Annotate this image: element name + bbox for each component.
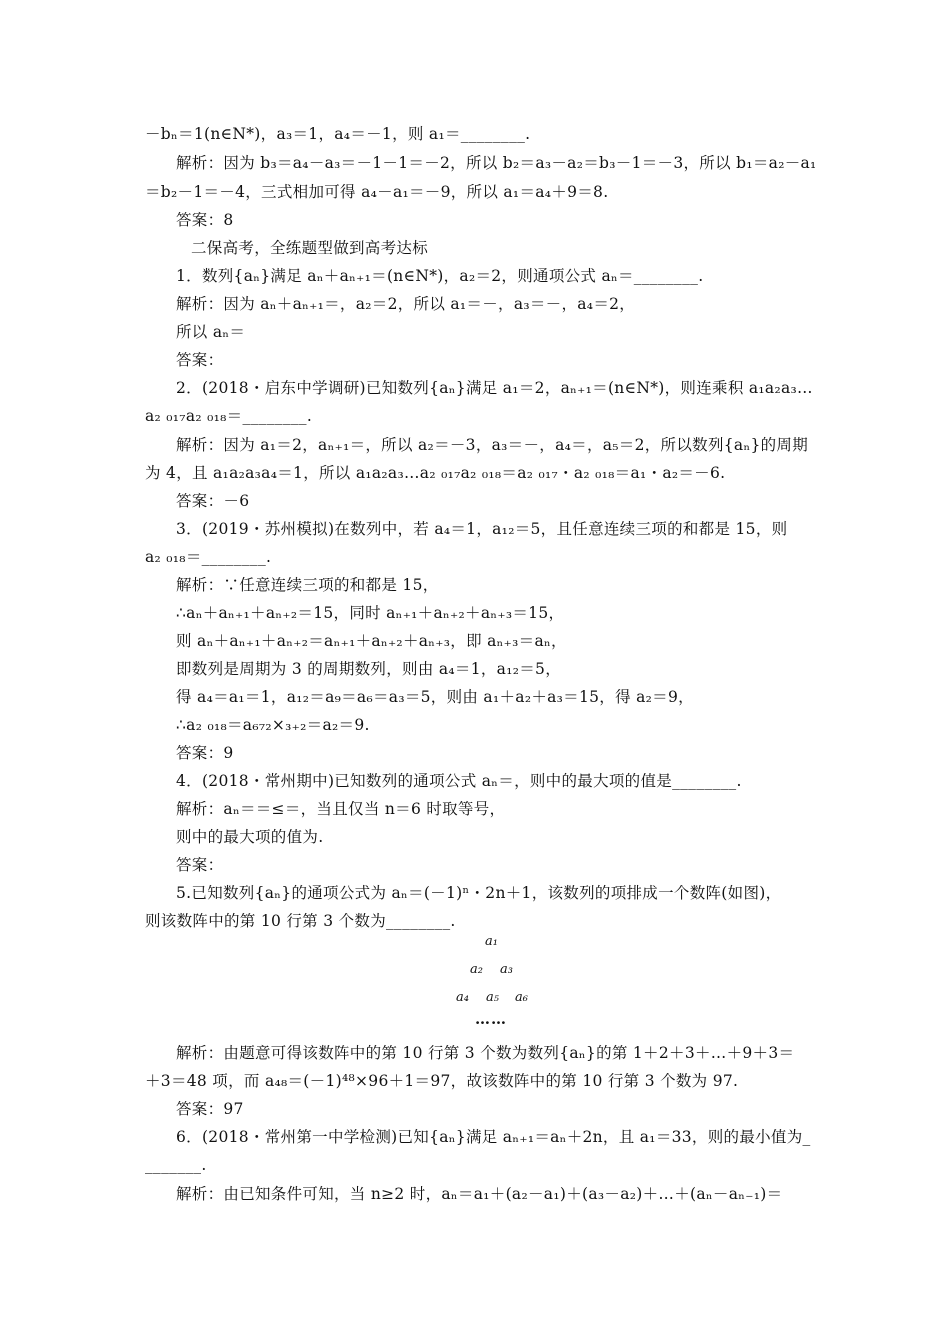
text-line: ∴a₂ ₀₁₈＝a₆₇₂×₃₊₂＝a₂＝9. bbox=[176, 716, 370, 734]
text-line: _______. bbox=[145, 1156, 207, 1174]
text-line: －bₙ＝1(n∈N*)，a₃＝1，a₄＝－1，则 a₁＝________. bbox=[145, 125, 531, 143]
text-line: 得 a₄＝a₁＝1，a₁₂＝a₉＝a₆＝a₃＝5，则由 a₁＋a₂＋a₃＝15，得 a₂＝9， bbox=[176, 688, 694, 706]
text-line: 则 aₙ＋aₙ₊₁＋aₙ₊₂＝aₙ₊₁＋aₙ₊₂＋aₙ₊₃，即 aₙ₊₃＝aₙ， bbox=[176, 632, 567, 650]
question-line: 6．(2018・常州第一中学检测)已知{aₙ}满足 aₙ₊₁＝aₙ＋2n，且 a₁＝33，则的最小值为_ bbox=[176, 1128, 811, 1146]
text-line: ∴aₙ＋aₙ₊₁＋aₙ₊₂＝15，同时 aₙ₊₁＋aₙ₊₂＋aₙ₊₃＝15， bbox=[176, 604, 565, 622]
triangle-term: a₂ bbox=[470, 962, 483, 977]
text-line: ＋3＝48 项，而 a₄₈＝(－1)⁴⁸×96＋1＝97，故该数阵中的第 10 行第 3 个数为 97. bbox=[145, 1072, 739, 1090]
answer-line: 答案：－6 bbox=[176, 492, 250, 510]
text-line: 为 4，且 a₁a₂a₃a₄＝1，所以 a₁a₂a₃…a₂ ₀₁₇a₂ ₀₁₈＝a₂ ₀₁₇・a₂ ₀₁₈＝a₁・a₂＝－6. bbox=[145, 464, 726, 482]
text-line: 解析：由题意可得该数阵中的第 10 行第 3 个数为数列{aₙ}的第 1＋2＋3＋…＋9＋3＝ bbox=[176, 1044, 795, 1062]
text-line: 解析：∵任意连续三项的和都是 15， bbox=[176, 576, 439, 594]
text-line: a₂ ₀₁₈＝________. bbox=[145, 548, 272, 566]
text-line: 则该数阵中的第 10 行第 3 个数为________. bbox=[145, 912, 456, 930]
text-line: 解析：因为 a₁＝2，aₙ₊₁＝，所以 a₂＝－3，a₃＝－，a₄＝，a₅＝2，所以数列{aₙ}的周期 bbox=[176, 436, 809, 454]
question-line: 5.已知数列{aₙ}的通项公式为 aₙ＝(－1)ⁿ・2n＋1，该数列的项排成一个数阵(如图)， bbox=[176, 884, 782, 902]
question-line: 2．(2018・启东中学调研)已知数列{aₙ}满足 a₁＝2，aₙ₊₁＝(n∈N*)，则连乘积 a₁a₂a₃… bbox=[176, 379, 813, 397]
answer-line: 答案： bbox=[176, 351, 224, 369]
triangle-term: a₄ bbox=[456, 990, 469, 1005]
triangle-term: a₁ bbox=[485, 934, 498, 949]
text-line: 解析：由已知条件可知，当 n≥2 时，aₙ＝a₁＋(a₂－a₁)＋(a₃－a₂)＋…＋(aₙ－aₙ₋₁)＝ bbox=[176, 1185, 783, 1203]
question-line: 1．数列{aₙ}满足 aₙ＋aₙ₊₁＝(n∈N*)，a₂＝2，则通项公式 aₙ＝________. bbox=[176, 267, 704, 285]
text-line: 解析：aₙ＝＝≤＝，当且仅当 n＝6 时取等号， bbox=[176, 800, 506, 818]
answer-line: 答案： bbox=[176, 856, 224, 874]
question-line: 3．(2019・苏州模拟)在数列中，若 a₄＝1，a₁₂＝5，且任意连续三项的和都是 15，则 bbox=[176, 520, 788, 538]
text-line: 解析：因为 aₙ＋aₙ₊₁＝，a₂＝2，所以 a₁＝－，a₃＝－，a₄＝2， bbox=[176, 295, 636, 313]
text-line: 所以 aₙ＝ bbox=[176, 323, 246, 341]
answer-line: 答案：97 bbox=[176, 1100, 244, 1118]
answer-line: 答案：9 bbox=[176, 744, 234, 762]
text-line: 则中的最大项的值为. bbox=[176, 828, 324, 846]
text-line: ＝b₂－1＝－4，三式相加可得 a₄－a₁＝－9，所以 a₁＝a₄＋9＝8. bbox=[145, 183, 609, 201]
triangle-term: a₃ bbox=[500, 962, 513, 977]
triangle-term: a₅ bbox=[486, 990, 499, 1005]
question-line: 4．(2018・常州期中)已知数列的通项公式 aₙ＝，则中的最大项的值是________. bbox=[176, 772, 742, 790]
triangle-ellipsis: …… bbox=[475, 1010, 507, 1028]
answer-line: 答案：8 bbox=[176, 211, 234, 229]
triangle-term: a₆ bbox=[515, 990, 528, 1005]
section-heading: 二保高考，全练题型做到高考达标 bbox=[191, 239, 429, 257]
text-line: 即数列是周期为 3 的周期数列，则由 a₄＝1，a₁₂＝5， bbox=[176, 660, 561, 678]
text-line: a₂ ₀₁₇a₂ ₀₁₈＝________. bbox=[145, 407, 313, 425]
text-line: 解析：因为 b₃＝a₄－a₃＝－1－1＝－2，所以 b₂＝a₃－a₂＝b₃－1＝－3，所以 b₁＝a₂－a₁ bbox=[176, 154, 817, 172]
